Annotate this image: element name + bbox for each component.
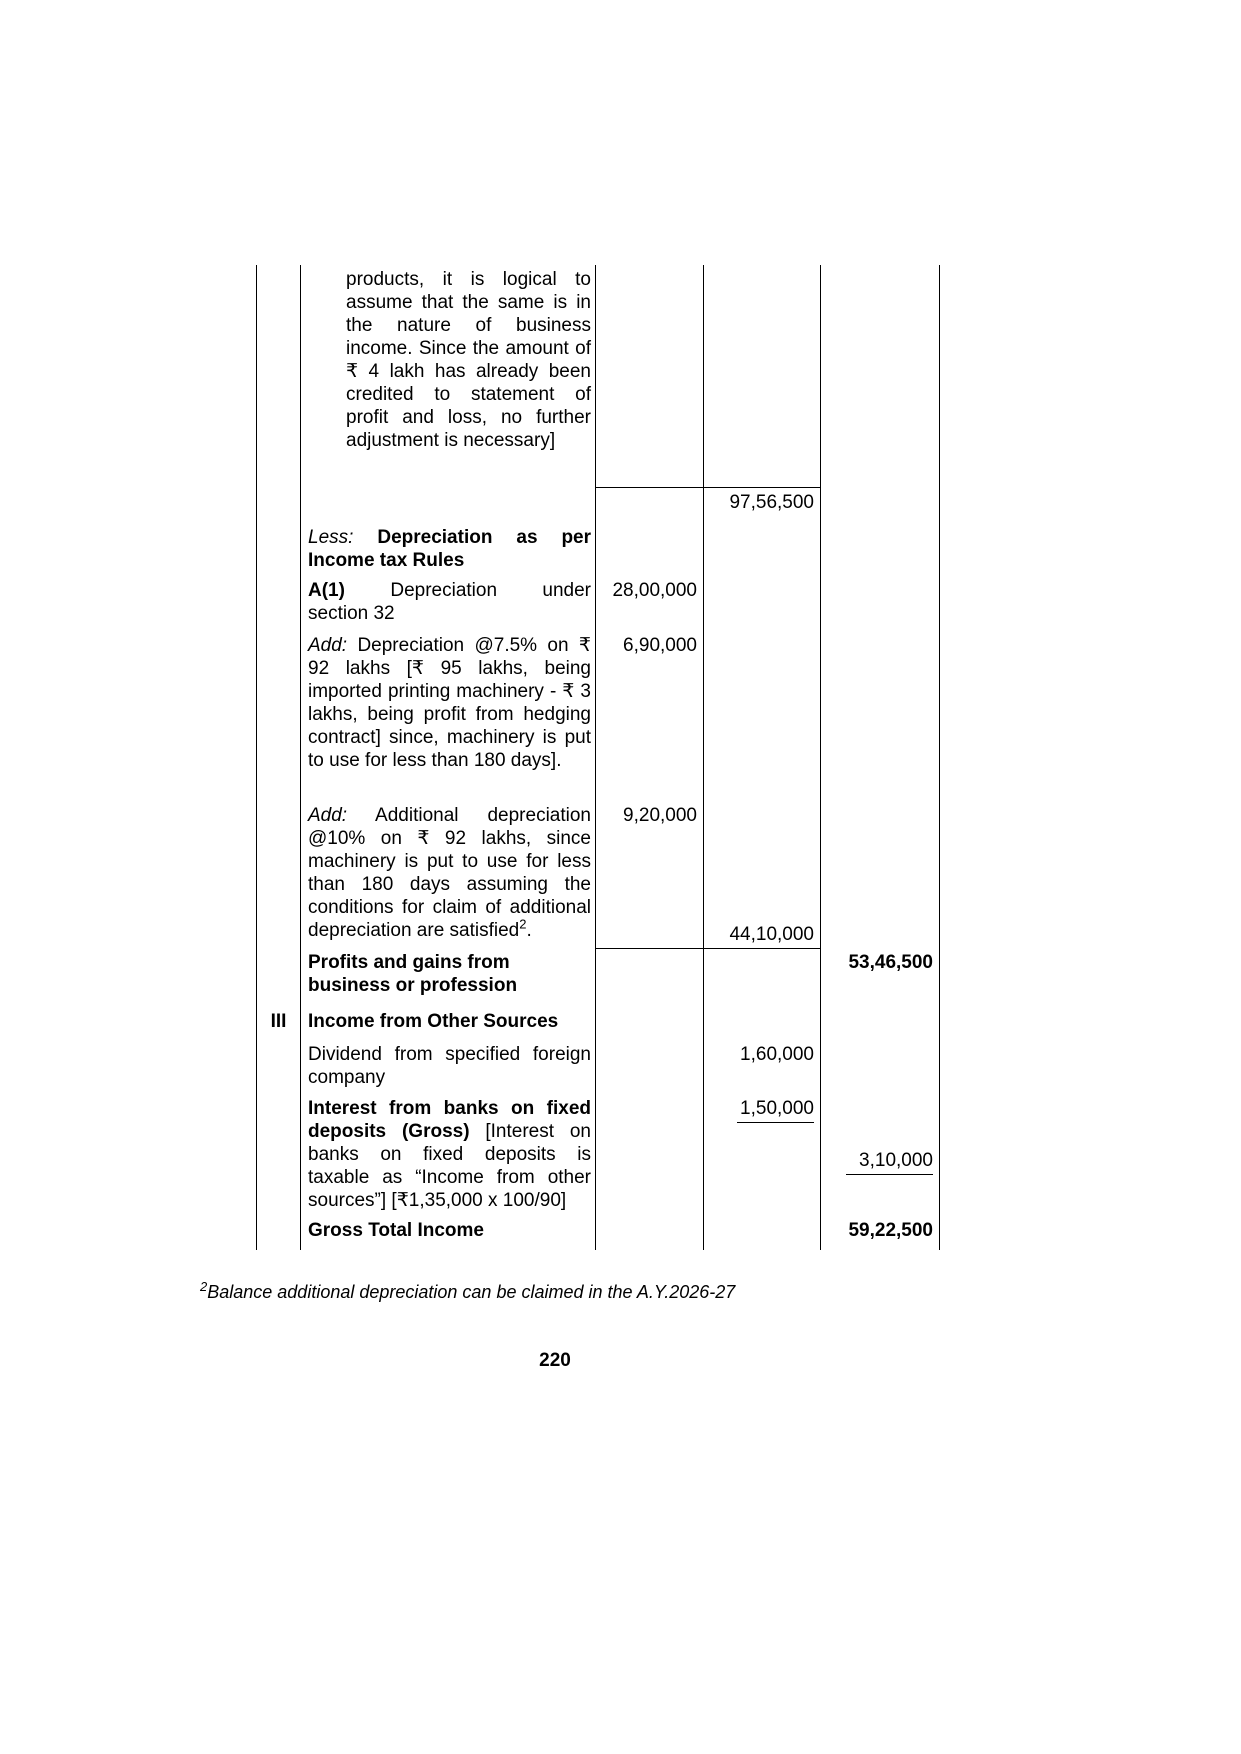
row-label: Profits and gains from business or profession: [308, 952, 518, 996]
cell-amount-2: [704, 1040, 821, 1094]
cell-particulars: [301, 1094, 596, 1216]
footnote-marker: 2: [200, 1279, 208, 1294]
label-suffix: .: [526, 920, 532, 941]
less-prefix: Less:: [308, 527, 354, 548]
cell-amount-3: [821, 801, 940, 948]
cell-particulars: [301, 265, 596, 487]
cell-amount-3: [821, 1040, 940, 1094]
cell-amount-2: [704, 1094, 821, 1216]
cell-amount-2: [704, 801, 821, 948]
cell-amount-2: [704, 265, 821, 487]
cell-amount-2: [704, 1216, 821, 1250]
row-label: [308, 579, 591, 625]
table-row-continuation: [257, 265, 940, 487]
cell-amount-1: [596, 1216, 704, 1250]
cell-particulars: [301, 801, 596, 948]
cell-amount-3: [821, 1007, 940, 1040]
cell-serial: [257, 265, 301, 487]
label-text: [Interest on banks on fixed deposits is taxable as “Income from other sources”] [₹1,35,000 x 100/90]: [308, 1121, 591, 1211]
cell-amount-3: [821, 487, 940, 523]
cell-amount-3: [821, 948, 940, 1007]
table-row-additional-depreciation: [257, 801, 940, 948]
cell-amount-3: [821, 631, 940, 801]
label-bold: Interest from banks on fixed deposits (Gross): [308, 1098, 591, 1142]
cell-amount-1: [596, 1007, 704, 1040]
page-number: 220: [539, 1350, 571, 1371]
amount-value: 59,22,500: [848, 1220, 933, 1241]
amount-value-underlined: 1,50,000: [737, 1097, 814, 1123]
cell-particulars: [301, 1040, 596, 1094]
cell-amount-3: [821, 265, 940, 487]
row-label: [308, 804, 591, 942]
cell-amount-2: [704, 576, 821, 631]
row-label: [308, 526, 591, 572]
cell-particulars: [301, 1007, 596, 1040]
cell-amount-1: [596, 265, 704, 487]
cell-amount-1: [596, 487, 704, 523]
add-prefix: Add:: [308, 635, 348, 656]
amount-value: 28,00,000: [612, 580, 697, 601]
cell-amount-3: [821, 1094, 940, 1216]
table-row-dividend: [257, 1040, 940, 1094]
row-label: [308, 1097, 591, 1212]
table-row-less-depreciation: [257, 523, 940, 576]
amount-value: 53,46,500: [848, 952, 933, 973]
amount-value: 44,10,000: [729, 924, 814, 945]
continuation-paragraph: products, it is logical to assume that the same is in the nature of business income. Since the amount of ₹ 4 lakh has already been credited to statement of profit and loss, no further adjustment is necessary]: [346, 269, 591, 451]
cell-serial: [257, 631, 301, 801]
amount-value: 9,20,000: [623, 805, 697, 826]
item-prefix: A(1): [308, 580, 345, 601]
label-line2: section 32: [308, 603, 395, 624]
cell-serial: [257, 1094, 301, 1216]
cell-amount-1: [596, 948, 704, 1007]
footnote-ref: 2: [519, 916, 527, 932]
cell-serial: [257, 948, 301, 1007]
row-label: [308, 634, 591, 772]
cell-amount-1: [596, 801, 704, 948]
cell-serial: III: [257, 1007, 301, 1040]
cell-amount-2: [704, 523, 821, 576]
cell-amount-1: [596, 523, 704, 576]
table-row-interest-fd: [257, 1094, 940, 1216]
cell-amount-2: [704, 487, 821, 523]
cell-serial: [257, 801, 301, 948]
table-row-subtotal: [257, 487, 940, 523]
table-row-pgbp-total: [257, 948, 940, 1007]
footnote-text: Balance additional depreciation can be claimed in the A.Y.2026-27: [207, 1282, 736, 1302]
cell-particulars: [301, 576, 596, 631]
cell-serial: [257, 487, 301, 523]
cell-particulars: [301, 1216, 596, 1250]
label-line1: [308, 579, 591, 602]
table-row-income-other-sources: [257, 1007, 940, 1040]
cell-amount-1: [596, 576, 704, 631]
income-computation-table: [256, 265, 940, 1250]
cell-amount-1: [596, 1040, 704, 1094]
row-label: Income from Other Sources: [308, 1011, 559, 1032]
label-text: Depreciation @7.5% on ₹ 92 lakhs [₹ 95 lakhs, being imported printing machinery - ₹ 3 lakhs, being profit from hedging contract] since, machinery is put to use for less than 180 days].: [308, 635, 591, 771]
table-row-add-depreciation: [257, 631, 940, 801]
cell-serial: [257, 523, 301, 576]
cell-serial: [257, 576, 301, 631]
amount-value: 6,90,000: [623, 635, 697, 656]
cell-serial: [257, 1216, 301, 1250]
cell-amount-2: [704, 1007, 821, 1040]
cell-amount-3: [821, 523, 940, 576]
cell-amount-1: [596, 1094, 704, 1216]
table-row-gross-total-income: [257, 1216, 940, 1250]
amount-value: 97,56,500: [729, 492, 814, 513]
cell-serial: [257, 1040, 301, 1094]
cell-amount-3: [821, 576, 940, 631]
label-text: Depreciation as per Income tax Rules: [308, 527, 592, 571]
label-text: Depreciation under: [390, 580, 591, 601]
table-row-depreciation-sec32: [257, 576, 940, 631]
cell-particulars: [301, 487, 596, 523]
amount-value: 1,60,000: [740, 1044, 814, 1065]
add-prefix: Add:: [308, 805, 348, 826]
cell-amount-1: [596, 631, 704, 801]
row-label: Dividend from specified foreign company: [308, 1044, 591, 1088]
cell-particulars: [301, 631, 596, 801]
cell-amount-3: [821, 1216, 940, 1250]
footnote: [200, 1281, 880, 1304]
cell-amount-2: [704, 948, 821, 1007]
label-text: Additional depreciation @10% on ₹ 92 lakhs, since machinery is put to use for less than 180 days assuming the conditions for claim of additional depreciation are satisfied: [308, 805, 592, 941]
cell-particulars: [301, 948, 596, 1007]
cell-amount-2: [704, 631, 821, 801]
cell-particulars: [301, 523, 596, 576]
amount-value-underlined: 3,10,000: [846, 1149, 933, 1175]
row-label: Gross Total Income: [308, 1220, 484, 1241]
